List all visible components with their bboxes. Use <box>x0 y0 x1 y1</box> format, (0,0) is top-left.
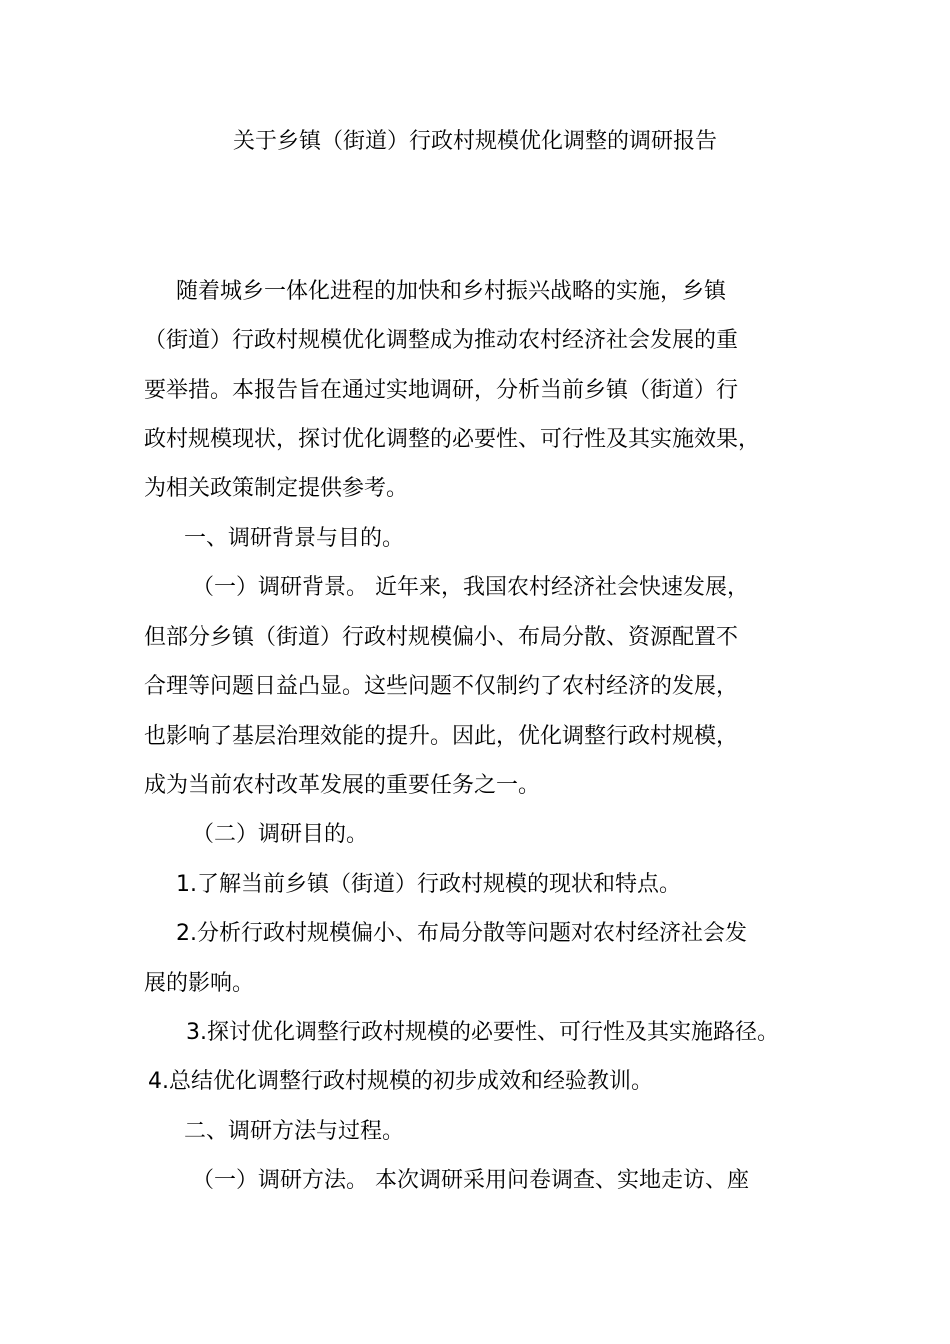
paragraph-line: （街道）行政村规模优化调整成为推动农村经济社会发展的重 <box>144 328 739 353</box>
list-item: 4.总结优化调整行政村规模的初步成效和经验教训。 <box>148 1069 653 1094</box>
subsection-heading: （二）调研目的。 <box>192 822 369 847</box>
list-item: 1.了解当前乡镇（街道）行政村规模的现状和特点。 <box>176 872 681 897</box>
paragraph-line: 合理等问题日益凸显。这些问题不仅制约了农村经济的发展， <box>144 674 739 699</box>
document-title: 关于乡镇（街道）行政村规模优化调整的调研报告 <box>232 129 717 154</box>
paragraph-line: 成为当前农村改革发展的重要任务之一。 <box>144 773 541 798</box>
section-heading: 二、调研方法与过程。 <box>184 1119 405 1144</box>
paragraph-line: 为相关政策制定提供参考。 <box>144 476 409 501</box>
paragraph-line: 也影响了基层治理效能的提升。因此，优化调整行政村规模， <box>144 724 739 749</box>
subsection-heading: （一）调研方法。 本次调研采用问卷调查、实地走访、座 <box>192 1168 749 1193</box>
list-item: 2.分析行政村规模偏小、布局分散等问题对农村经济社会发 <box>176 921 747 946</box>
paragraph-line: 但部分乡镇（街道）行政村规模偏小、布局分散、资源配置不 <box>144 625 739 650</box>
paragraph-line: 随着城乡一体化进程的加快和乡村振兴战略的实施，乡镇 <box>176 279 727 304</box>
paragraph-line: 要举措。本报告旨在通过实地调研，分析当前乡镇（街道）行 <box>144 378 739 403</box>
section-heading: 一、调研背景与目的。 <box>184 526 405 551</box>
list-item: 3.探讨优化调整行政村规模的必要性、可行性及其实施路径。 <box>186 1020 779 1045</box>
paragraph-line: 政村规模现状，探讨优化调整的必要性、可行性及其实施效果， <box>144 427 761 452</box>
list-item-continuation: 展的影响。 <box>144 971 255 996</box>
subsection-heading: （一）调研背景。 近年来，我国农村经济社会快速发展， <box>192 575 749 600</box>
